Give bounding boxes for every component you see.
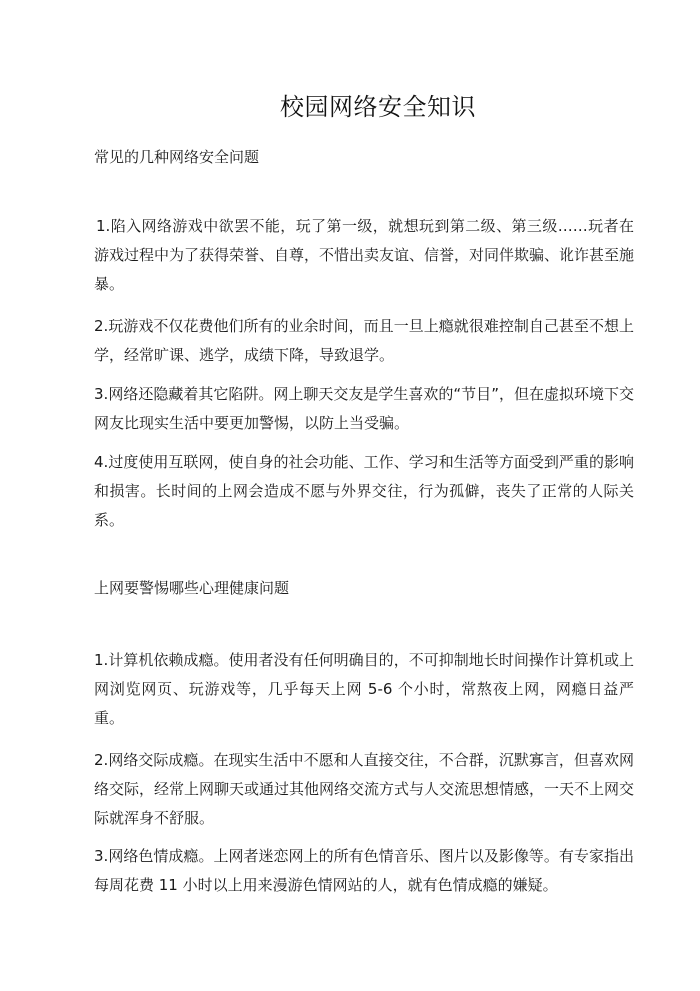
paragraph-text: 3.网络色情成瘾。上网者迷恋网上的所有色情音乐、图片以及影像等。有专家指出每周花费 11 小时以上用来漫游色情网站的人，就有色情成瘾的嫌疑。 — [94, 847, 634, 894]
section-heading-common-issues: 常见的几种网络安全问题 — [94, 148, 260, 166]
paragraph-text: 2.玩游戏不仅花费他们所有的业余时间，而且一旦上瘾就很难控制自己甚至不想上学，经常旷课、逃学，成绩下降，导致退学。 — [94, 317, 634, 364]
paragraph-text: 4.过度使用互联网，使自身的社会功能、工作、学习和生活等方面受到严重的影响和损害。长时间的上网会造成不愿与外界交往，行为孤僻，丧失了正常的人际关系。 — [94, 453, 634, 529]
paragraph-mental-2 — [94, 746, 634, 833]
paragraph-mental-1 — [94, 646, 634, 733]
paragraph-text: 1.陷入网络游戏中欲罢不能，玩了第一级，就想玩到第二级、第三级……玩者在游戏过程中为了获得荣誉、自尊，不惜出卖友谊、信誉，对同伴欺骗、讹诈甚至施暴。 — [94, 217, 635, 293]
section-heading-mental-health: 上网要警惕哪些心理健康问题 — [94, 579, 290, 597]
paragraph-mental-3 — [94, 842, 634, 900]
document-title: 校园网络安全知识 — [280, 93, 476, 121]
paragraph-common-4 — [94, 448, 634, 535]
paragraph-common-2 — [94, 312, 634, 370]
paragraph-text: 1.计算机依赖成瘾。使用者没有任何明确目的，不可抑制地长时间操作计算机或上网浏览网页、玩游戏等，几乎每天上网 5-6 个小时，常熬夜上网，网瘾日益严重。 — [94, 651, 634, 727]
paragraph-common-1 — [94, 212, 634, 299]
paragraph-common-3 — [94, 380, 634, 438]
paragraph-text: 3.网络还隐藏着其它陷阱。网上聊天交友是学生喜欢的“节目”，但在虚拟环境下交网友比现实生活中要更加警惕，以防上当受骗。 — [94, 385, 634, 432]
paragraph-text: 2.网络交际成瘾。在现实生活中不愿和人直接交往，不合群，沉默寡言，但喜欢网络交际，经常上网聊天或通过其他网络交流方式与人交流思想情感，一天不上网交际就浑身不舒服。 — [94, 751, 635, 827]
